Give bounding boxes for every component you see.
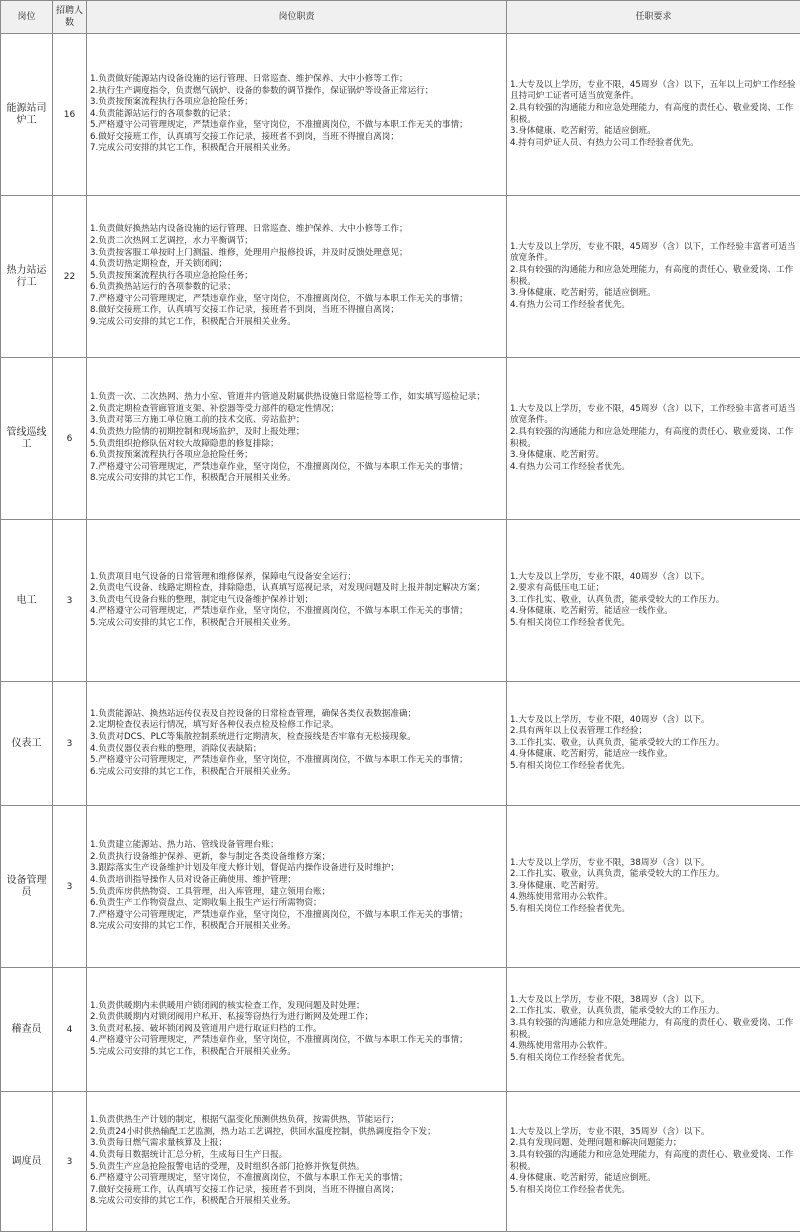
duties-cell: 1.负责供热生产计划的制定，根据气温变化预测供热负荷，按需供热，节能运行； 2.负责24小时供热输配工艺监测，热力站工艺调控，供回水温度控制，供热调度指令下发； 3.负责每日燃气需求量核算及上报； 4.负责每日数据统计汇总分析，生成每日生产日报。 5.负责生产应急抢险报警电话的受理，及时组织各部门抢修并恢复供热。 6.严格遵守公司管理规定，坚守岗位，不准擅离岗位，不做与本职工作无关的事情； 7.做好交接班工作，认真填写交接工作记录，接班者不到岗，当班不得擅自离岗； 8.完成公司安排的其它工作，积极配合开展相关业务。 xyxy=(87,1092,507,1232)
header-requirements: 任职要求 xyxy=(507,1,800,34)
header-duties: 岗位职责 xyxy=(87,1,507,34)
position-cell: 设备管理员 xyxy=(1,806,53,968)
requirements-cell: 1.大专及以上学历，专业不限，38周岁（含）以下。 2.工作扎实、敬业，认真负责，能承受较大的工作压力。 3.具有较强的沟通能力和应急处理能力，有高度的责任心、敬业爱岗、工作积极。 4.熟练使用常用办公软件。 5.有相关岗位工作经验者优先。 xyxy=(507,968,800,1092)
count-cell: 3 xyxy=(53,520,87,682)
table-row xyxy=(1,806,800,968)
header-position: 岗位 xyxy=(1,1,53,34)
table-row xyxy=(1,520,800,682)
requirements-cell: 1.大专及以上学历，专业不限，35周岁（含）以下。 2.具有发现问题、处理问题和解决问题能力； 3.具有较强的沟通能力和应急处理能力，有高度的责任心、敬业爱岗、工作积极。 4.身体健康、吃苦耐劳，能适应倒班。 5.有相关岗位工作经验者优先。 xyxy=(507,1092,800,1232)
table-row xyxy=(1,682,800,806)
count-cell: 16 xyxy=(53,34,87,196)
count-cell: 3 xyxy=(53,806,87,968)
duties-cell: 1.负责项目电气设备的日常管理和维修保养，保障电气设备安全运行； 2.负责电气设备、线路定期检查，排除隐患，认真填写巡视记录，对发现问题及时上报并制定解决方案； 3.负责电气设备台账的整理，制定电气设备维护保养计划； 4.严格遵守公司管理规定，严禁违章作业，坚守岗位，不准擅离岗位，不做与本职工作无关的事情； 5.完成公司安排的其它工作，积极配合开展相关业务。 xyxy=(87,520,507,682)
count-cell: 3 xyxy=(53,682,87,806)
duties-cell: 1.负责做好换热站内设备设施的运行管理、日常巡查、维护保养、大中小修等工作； 2.负责二次热网工艺调控，水力平衡调节； 3.负责按客服工单按时上门测温、维修，处理用户报修投诉，并及时反馈处理意见； 4.负责切热定期检查，开关锁闭阀； 5.负责按预案流程执行各项应急抢险任务； 6.负责换热站运行的各项参数的记录； 7.严格遵守公司管理规定，严禁违章作业，坚守岗位，不准擅离岗位，不做与本职工作无关的事情； 8.做好交接班工作，认真填写交接工作记录，接班者不到岗，当班不得擅自离岗； 9.完成公司安排的其它工作，积极配合开展相关业务。 xyxy=(87,196,507,358)
table-row xyxy=(1,34,800,196)
duties-cell: 1.负责一次、二次热网、热力小室、管道井内管道及附属供热设施日常巡检等工作，如实填写巡检记录； 2.负责定期检查管廊管道支架、补偿器等受力部件的稳定性情况； 3.负责对第三方施工单位施工前的技术交底、旁站监护； 4.负责热力险情的初期控制和现场监护，及时上报处理； 5.负责组织抢修队伍对较大故障隐患的修复排除； 6.负责按预案流程执行各项应急抢险任务； 7.严格遵守公司管理规定，严禁违章作业，坚守岗位，不准擅离岗位，不做与本职工作无关的事情； 8.完成公司安排的其它工作，积极配合开展相关业务。 xyxy=(87,358,507,520)
requirements-cell: 1.大专及以上学历，专业不限，45周岁（含）以下，工作经验丰富者可适当放宽条件。 2.具有较强的沟通能力和应急处理能力，有高度的责任心、敬业爱岗、工作积极。 3.身体健康、吃苦耐劳。 4.有热力公司工作经验者优先。 xyxy=(507,358,800,520)
position-cell: 能源站司炉工 xyxy=(1,34,53,196)
count-cell: 4 xyxy=(53,968,87,1092)
duties-cell: 1.负责建立能源站、热力站、管线设备管理台账； 2.负责执行设备维护保养、更新，参与制定各类设备维修方案； 3.跟踪落实生产设备维护计划及年度大修计划，督促站内操作设备进行及时维护； 4.负责培训指导操作人员对设备正确使用、维护管理； 5.负责库房供热物资、工具管理，出入库管理，建立领用台账； 6.负责生产工作物资盘点、定期收集上报生产运行所需物资； 7.严格遵守公司管理规定，严禁违章作业，坚守岗位，不准擅离岗位，不做与本职工作无关的事情； 8.完成公司安排的其它工作，积极配合开展相关业务。 xyxy=(87,806,507,968)
requirements-cell: 1.大专及以上学历，专业不限，40周岁（含）以下。 2.具有两年以上仪表管理工作经验； 3.工作扎实、敬业，认真负责，能承受较大的工作压力。 4.身体健康、吃苦耐劳，能适应一线作业。 5.有相关岗位工作经验者优先。 xyxy=(507,682,800,806)
duties-cell: 1.负责做好能源站内设备设施的运行管理、日常巡查、维护保养、大中小修等工作； 2.执行生产调度指令，负责燃气锅炉、设备的参数的调节操作，保证锅炉等设备正常运行； 3.负责按预案流程执行各项应急抢险任务； 4.负责能源站运行的各项参数的记录； 5.严格遵守公司管理规定，严禁违章作业，坚守岗位，不准擅离岗位，不做与本职工作无关的事情； 6.做好交接班工作，认真填写交接工作记录，接班者不到岗，当班不得擅自离岗； 7.完成公司安排的其它工作，积极配合开展相关业务。 xyxy=(87,34,507,196)
duties-cell: 1.负责供暖期内未供暖用户锁闭阀的核实检查工作，发现问题及时处理； 2.负责供暖期内对锁闭阀用户私开、私接等窃热行为进行断网及处理工作； 3.负责对私接、破坏锁闭阀及管道用户进行取证归档的工作。 4.严格遵守公司管理规定，严禁违章作业，坚守岗位，不准擅离岗位，不做与本职工作无关的事情； 5.完成公司安排的其它工作，积极配合开展相关业务。 xyxy=(87,968,507,1092)
table-row xyxy=(1,968,800,1092)
duties-cell: 1.负责能源站、换热站远传仪表及自控设备的日常检查管理，确保各类仪表数据准确； 2.定期检查仪表运行情况，填写好各种仪表点检及检修工作记录。 3.负责对DCS、PLC等集散控制系统进行定期清灰，检查接线是否牢靠有无松接现象。 4.负责仪器仪表台账的整理，消除仪表缺陷； 5.严格遵守公司管理规定，严禁违章作业，坚守岗位，不准擅离岗位，不做与本职工作无关的事情； 6.完成公司安排的其它工作，积极配合开展相关业务。 xyxy=(87,682,507,806)
count-cell: 22 xyxy=(53,196,87,358)
requirements-cell: 1.大专及以上学历，专业不限，40周岁（含）以下。 2.要求有高低压电工证； 3.工作扎实、敬业，认真负责，能承受较大的工作压力。 4.身体健康、吃苦耐劳，能适应一线作业。 5.有相关岗位工作经验者优先。 xyxy=(507,520,800,682)
requirements-cell: 1.大专及以上学历，专业不限，45周岁（含）以下，工作经验丰富者可适当放宽条件。 2.具有较强的沟通能力和应急处理能力，有高度的责任心、敬业爱岗、工作积极。 3.身体健康、吃苦耐劳，能适应倒班。 4.有热力公司工作经验者优先。 xyxy=(507,196,800,358)
position-cell: 调度员 xyxy=(1,1092,53,1232)
position-cell: 电工 xyxy=(1,520,53,682)
count-cell: 6 xyxy=(53,358,87,520)
table-row xyxy=(1,1092,800,1232)
requirements-cell: 1.大专及以上学历，专业不限，38周岁（含）以下。 2.工作扎实、敬业，认真负责，能承受较大的工作压力。 3.身体健康、吃苦耐劳。 4.熟练使用常用办公软件。 5.有相关岗位工作经验者优先。 xyxy=(507,806,800,968)
table-row xyxy=(1,358,800,520)
position-cell: 热力站运行工 xyxy=(1,196,53,358)
header-count: 招聘人数 xyxy=(53,1,87,34)
table-row xyxy=(1,196,800,358)
position-cell: 仪表工 xyxy=(1,682,53,806)
position-cell: 管线巡线工 xyxy=(1,358,53,520)
header-row xyxy=(1,1,800,34)
position-cell: 稽查员 xyxy=(1,968,53,1092)
requirements-cell: 1.大专及以上学历，专业不限，45周岁（含）以下，五年以上司炉工作经验且持司炉工证者可适当放宽条件。 2.具有较强的沟通能力和应急处理能力，有高度的责任心、敬业爱岗、工作积极。 3.身体健康、吃苦耐劳，能适应倒班。 4.持有司炉证人员、有热力公司工作经验者优先。 xyxy=(507,34,800,196)
count-cell: 3 xyxy=(53,1092,87,1232)
